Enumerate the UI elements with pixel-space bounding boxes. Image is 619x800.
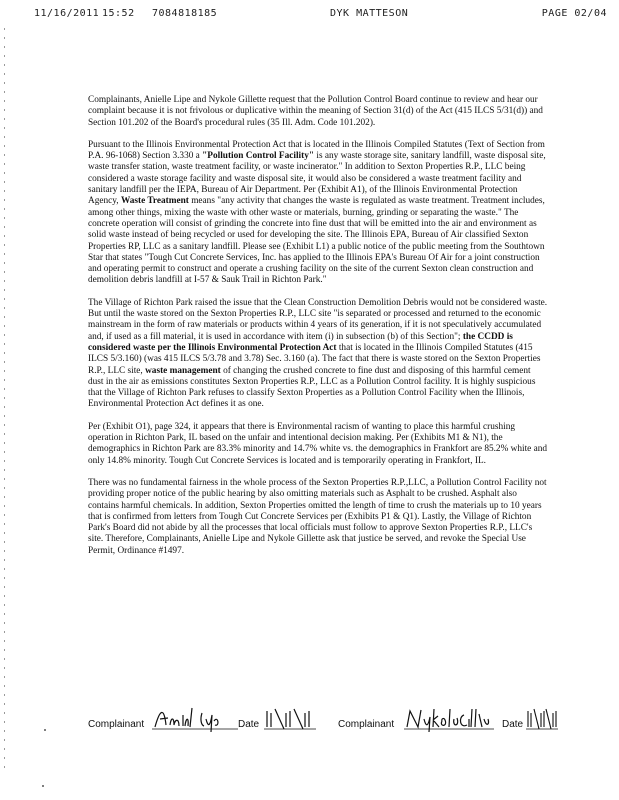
scan-speck — [44, 729, 46, 731]
fax-page-number: PAGE 02/04 — [541, 8, 607, 19]
complainant-label-1: Complainant — [88, 719, 145, 730]
paragraph-text: of changing the crushed concrete to fine dust and disposing of this harmful cement dust in the air as emissions constitutes Sexton Properties R.P., LLC as a Pollution Control facility. It is highly suspicious that the Village of Richton Park refuses to classify Sexton Properties as a Pollution Control Facility when the Illinois, Environmental Protection Act defines it as one. — [88, 365, 536, 410]
fax-header — [34, 8, 607, 22]
paragraph-text: that is located in the Illinois Compiled Statutes (415 ILCS 5/3.160) (was 415 ILCS 5/3.78 and 3.78) Sec. 3.160 (a). The fact that there is waste stored on the Sexton Properties R.P., LLC site, — [88, 342, 541, 376]
emphasis-text: the CCDD is considered waste per the Illinois Environmental Protection Act — [88, 331, 513, 353]
paragraph-text: is any waste storage site, sanitary landfill, waste disposal site, waste transfer station, waste treatment facility, or waste incinerator." In addition to Sexton Properties R.P., LLC being considered a waste storage facility and waste disposal site, it would also be considered a waste treatment facility and sanitary landfill per the IEPA, Bureau of Air Department. Per (Exhibit A1), of the Illinois Environmental Protection Agency, — [88, 151, 546, 207]
paragraph-text: means "any activity that changes the waste is regulated as waste treatment. Treatment includes, among other things, mixing the waste with other waste or materials, burning, grinding or separating the waste." The concrete operation will consist of grinding the concrete into fine dust that will be emitted into the air and environment as solid waste instead of being recycled or used for developing the site. The Illinois EPA, Bureau of Air classified Sexton Properties RP, LLC as a sanitary landfill. Please see (Exhibit L1) a public notice of the public meeting from the Southtown Star that states "Tough Cut Concrete Services, Inc. has applied to the Illinois EPA's Bureau Of Air for a joint construction and operating permit to construct and operate a crushing facility on the site of the current Sexton clean construction and demolition debris landfill at I-57 & Sauk Trail in Richton Park." — [88, 196, 545, 286]
paragraph-text: Complainants, Anielle Lipe and Nykole Gillette request that the Pollution Control Board continue to review and hear our complaint because it is not frivolous or duplicative within the meaning of Section 31(d) of the Act (415 ILCS 5/31(d)) and Section 101.202 of the Board's procedural rules (35 Ill. Adm. Code 101.202). — [88, 95, 543, 128]
body-paragraph — [88, 95, 548, 129]
fax-date: 11/16/2011 — [34, 8, 100, 19]
scan-speck — [42, 785, 44, 787]
fax-phone: 7084818185 — [152, 8, 218, 19]
document-body — [88, 95, 548, 568]
date-label-2: Date — [502, 719, 524, 730]
complainant-label-2: Complainant — [338, 719, 395, 730]
body-paragraph — [88, 140, 548, 287]
fax-time: 15:52 — [102, 8, 135, 19]
paragraph-text: Pursuant to the Illinois Environmental Protection Act that is located in the Illinois Compiled Statutes (Text of Section from P.A. 96-1068) Section 3.330 a — [88, 139, 545, 162]
paragraph-text: There was no fundamental fairness in the whole process of the Sexton Properties R.P.,LLC, a Pollution Control Facility not providing proper notice of the public hearing by also omitting materials such as Asphalt to be crushed. Asphalt also contains harmful chemicals. In addition, Sexton Properties omitted the length of time to crush the materials up to 10 years that is confirmed from letters from Tough Cut Concrete Services per (Exhibits P1 & Q1). Lastly, the Village of Richton Park's Board did not abide by all the processes that local officials must follow to approve Sexton Properties R.P., LLC's site. Therefore, Complainants, Anielle Lipe and Nykole Gillette ask that justice be served, and revoke the Special Use Permit, Ordinance #1497. — [88, 477, 547, 556]
paragraph-text: The Village of Richton Park raised the issue that the Clean Construction Demolition Debris would not be considered waste. But until the waste stored on the Sexton Properties R.P., LLC site "is separated or processed and returned to the economic mainstream in the form of raw materials or products within 4 years of its generation, if it is not speculatively accumulated and, if used as a fill material, it is used in accordance with item (i) in subsection (b) of this Section"; — [88, 297, 548, 342]
emphasis-text: waste management — [145, 365, 221, 376]
signature-line — [88, 705, 558, 733]
fax-sender: DYK MATTESON — [330, 8, 409, 19]
emphasis-text: Waste Treatment — [120, 196, 189, 207]
emphasis-text: "Pollution Control Facility" — [202, 151, 315, 162]
body-paragraph — [88, 422, 548, 467]
body-paragraph — [88, 298, 548, 411]
date-label-1: Date — [238, 719, 260, 730]
signature-date-1 — [264, 705, 316, 733]
paragraph-text: Per (Exhibit O1), page 324, it appears that there is Environmental racism of wanting to place this harmful crushing operation in Richton Park, IL based on the unfair and intentional decision making. Per (Exhibits M1 & N1), the demographics in Richton Park are 83.3% minority and 14.7% white vs. the demographics in Frankfort are 85.2% white and only 14.8% minority. Tough Cut Concrete Services is located and is temporarily operating in Frankfort, IL. — [88, 421, 548, 466]
body-paragraph — [88, 478, 548, 557]
signature-1 — [152, 705, 238, 733]
signature-date-2 — [526, 705, 558, 733]
scan-edge-mark — [4, 28, 5, 772]
signature-2 — [404, 705, 494, 733]
